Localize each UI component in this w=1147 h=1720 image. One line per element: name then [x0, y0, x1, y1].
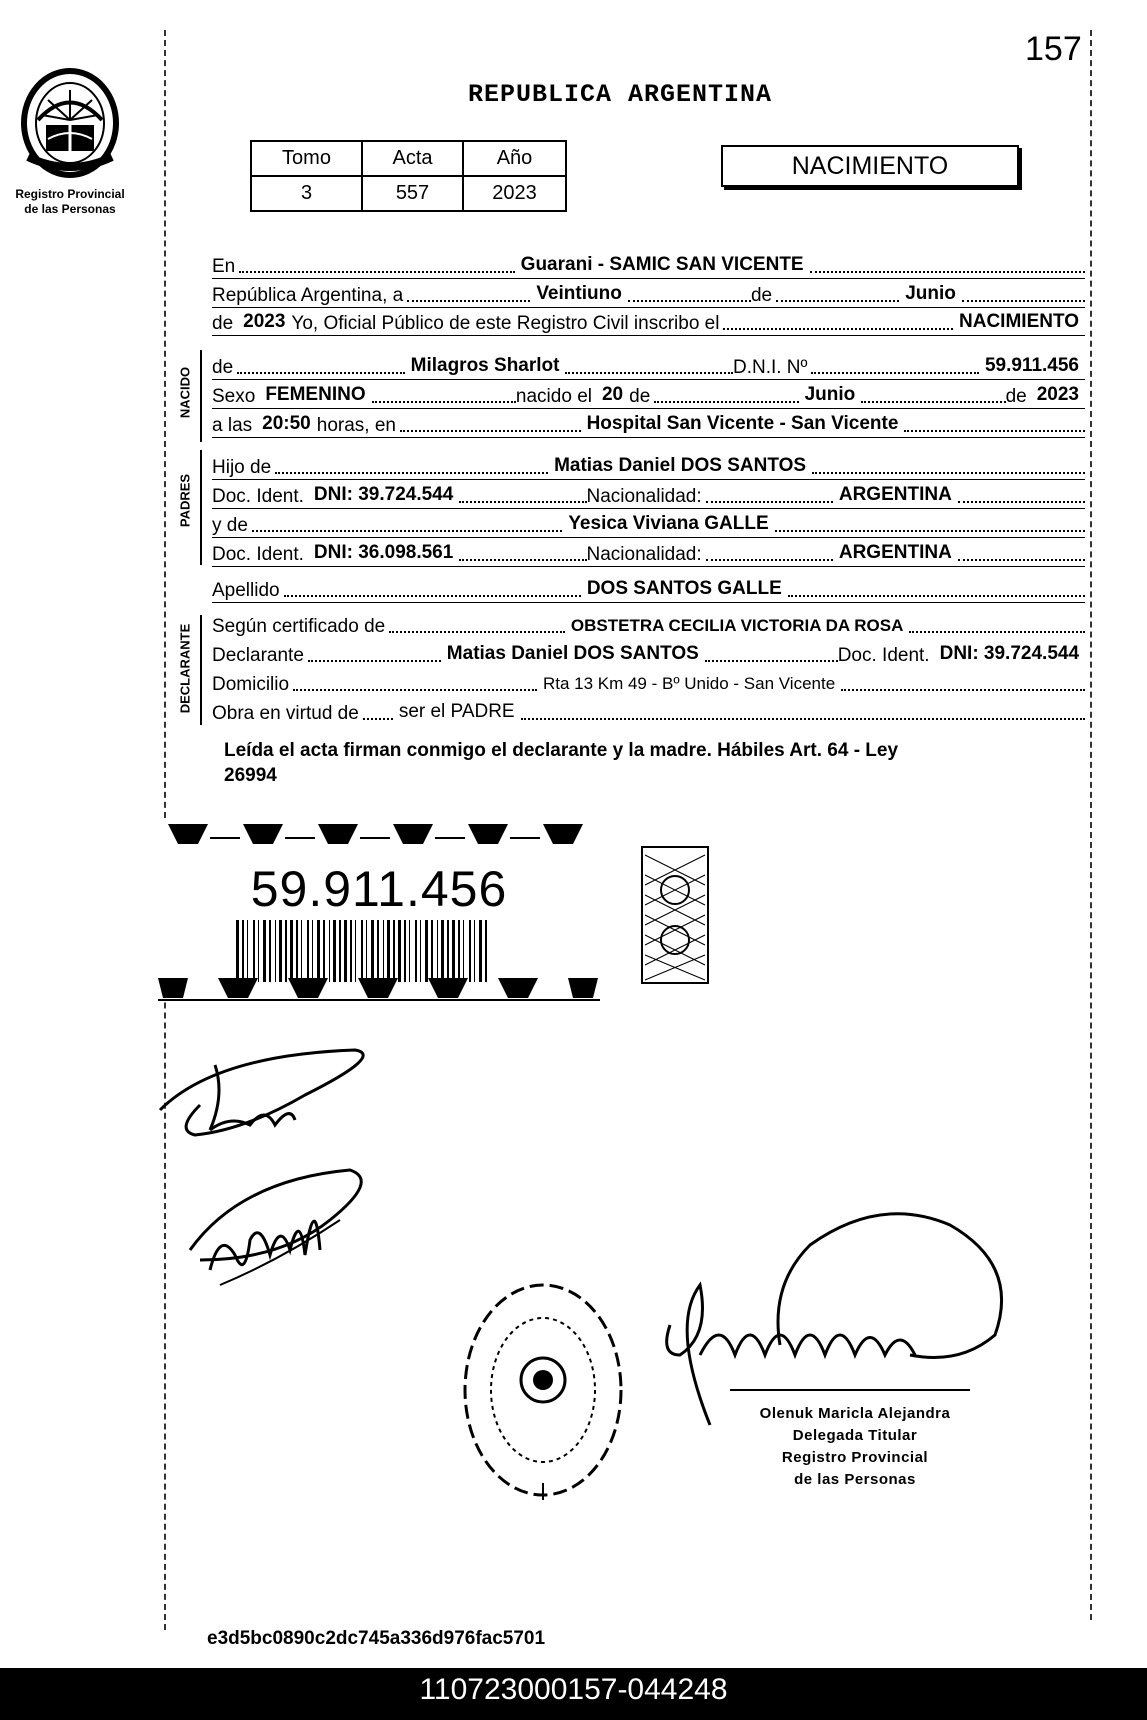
- official-text: Yo, Oficial Público de este Registro Civil inscribo el: [291, 313, 720, 334]
- meta-header-row: [251, 141, 566, 176]
- barcode-bar: [355, 920, 356, 982]
- registry-name-line1: Registro Provincial: [15, 187, 125, 201]
- domicilio-value: Rta 13 Km 49 - Bº Unido - San Vicente: [542, 674, 836, 693]
- birth-time: 20:50: [262, 413, 311, 434]
- barcode-bar: [463, 920, 464, 982]
- row-y-de: [212, 513, 1085, 538]
- hijo-label: Hijo de: [212, 457, 272, 478]
- sexo-value: FEMENINO: [265, 384, 366, 405]
- mother-doc: DNI: 36.098.561: [313, 542, 454, 563]
- barcode-bar: [366, 920, 367, 982]
- apellido-value: DOS SANTOS GALLE: [586, 578, 782, 599]
- apellido-label: Apellido: [212, 580, 280, 601]
- barcode-bar: [339, 920, 341, 982]
- barcode-bar: [393, 920, 395, 982]
- barcode-bar: [469, 920, 471, 982]
- barcode-bar: [333, 920, 336, 982]
- row-nacido-name: [212, 355, 1085, 380]
- republica-label: República Argentina, a: [212, 285, 404, 306]
- registry-name: [0, 187, 140, 217]
- meta-value-tomo: 3: [251, 176, 362, 211]
- barcode-bar: [301, 920, 302, 982]
- official-stamp-icon: [458, 1275, 628, 1505]
- barcode-bar: [404, 920, 406, 982]
- barcode-bar: [285, 920, 287, 982]
- barcode-bar: [387, 920, 390, 982]
- certificado-value: OBSTETRA CECILIA VICTORIA DA ROSA: [570, 616, 904, 635]
- closing-line-1: Leída el acta firman conmigo el declarante y la madre. Hábiles Art. 64 - Ley: [224, 740, 899, 761]
- certificado-label: Según certificado de: [212, 616, 386, 637]
- de-label-year: de: [212, 313, 234, 334]
- child-dni: 59.911.456: [984, 355, 1079, 376]
- barcode-bar: [383, 920, 384, 982]
- barcode-bar: [236, 920, 239, 982]
- row-en: [212, 254, 1085, 279]
- hologram-seal-icon: [640, 845, 710, 985]
- birth-year: 2023: [1036, 384, 1080, 405]
- barcode-bar: [479, 920, 482, 982]
- mother-signature-icon: [180, 1160, 380, 1310]
- barcode-bar: [253, 920, 255, 982]
- barcode-bar: [317, 920, 320, 982]
- barcode-bar: [485, 920, 487, 982]
- father-name: Matias Daniel DOS SANTOS: [554, 455, 807, 476]
- row-domicilio: [212, 672, 1085, 696]
- declarante-label: Declarante: [212, 645, 304, 666]
- barcode-bar: [279, 920, 282, 982]
- father-nationality: ARGENTINA: [838, 484, 952, 505]
- dni-label: D.N.I. Nº: [732, 357, 808, 378]
- row-hijo: [212, 455, 1085, 480]
- barcode-bar: [441, 920, 444, 982]
- barcode-bar: [275, 920, 276, 982]
- barcode-bar: [307, 920, 309, 982]
- y-de-label: y de: [212, 515, 248, 536]
- mother-doc-label: Doc. Ident.: [212, 544, 304, 565]
- misiones-emblem-icon: [18, 65, 123, 180]
- barcode-bar: [269, 920, 271, 982]
- father-nacionalidad-label: Nacionalidad:: [586, 486, 702, 507]
- official-role: Delegada Titular: [792, 1427, 918, 1444]
- a-las-label: a las: [212, 415, 253, 436]
- act-value: NACIMIENTO: [959, 311, 1079, 332]
- meta-value-acta: 557: [362, 176, 463, 211]
- barcode-bar: [350, 920, 352, 982]
- barcode-bar: [371, 920, 374, 982]
- domicilio-label: Domicilio: [212, 674, 290, 695]
- meta-value-ano: 2023: [463, 176, 566, 211]
- sticker-top-pattern: [158, 820, 600, 848]
- child-name: Milagros Sharlot: [410, 355, 560, 376]
- row-republica: [212, 283, 1085, 308]
- row-obra: [212, 701, 1085, 725]
- closing-statement: [224, 738, 1044, 788]
- sticker-dni-number: 59.911.456: [250, 861, 508, 917]
- document-hash: e3d5bc0890c2dc745a336d976fac5701: [207, 1628, 546, 1649]
- birth-month: Junio: [804, 384, 856, 405]
- declarante-doc: DNI: 39.724.544: [939, 643, 1080, 664]
- year-value: 2023: [243, 311, 286, 332]
- horas-label: horas, en: [316, 415, 396, 436]
- barcode-bar: [296, 920, 298, 982]
- barcode-bar: [247, 920, 248, 982]
- barcode-bar: [263, 920, 266, 982]
- barcode-bar: [323, 920, 325, 982]
- sticker-bottom-pattern: [158, 974, 600, 1002]
- barcode-bar: [431, 920, 433, 982]
- meta-header-acta: Acta: [362, 141, 463, 176]
- barcode-bar: [437, 920, 438, 982]
- official-office-line2: de las Personas: [794, 1471, 916, 1488]
- row-apellido: [212, 578, 1085, 603]
- en-label: En: [212, 256, 236, 277]
- row-hora: [212, 413, 1085, 438]
- de-label: de: [750, 285, 773, 306]
- birth-place: Hospital San Vicente - San Vicente: [586, 413, 899, 434]
- record-meta-table: [250, 140, 567, 212]
- official-name: Olenuk Maricla Alejandra: [759, 1405, 951, 1422]
- barcode-bar: [425, 920, 428, 982]
- father-doc-label: Doc. Ident.: [212, 486, 304, 507]
- footer-code: 110723000157-044248: [419, 1673, 728, 1706]
- barcode-icon: [236, 920, 490, 982]
- barcode-bar: [377, 920, 379, 982]
- barcode-bar: [329, 920, 330, 982]
- meta-value-row: [251, 176, 566, 211]
- barcode-bar: [452, 920, 455, 982]
- obra-label: Obra en virtud de: [212, 703, 359, 724]
- row-declarante: [212, 643, 1085, 667]
- nacido-de-label: de: [212, 357, 234, 378]
- row-year: [212, 311, 1085, 336]
- declarante-value: Matias Daniel DOS SANTOS: [446, 643, 699, 664]
- birth-de-label-2: de: [1005, 386, 1027, 407]
- obra-value: ser el PADRE: [398, 701, 515, 722]
- barcode-bar: [361, 920, 363, 982]
- mother-nacionalidad-label: Nacionalidad:: [586, 544, 702, 565]
- barcode-bar: [409, 920, 410, 982]
- official-signature-block: [725, 1403, 985, 1491]
- day-value: Veintiuno: [536, 283, 622, 304]
- closing-line-2: 26994: [224, 765, 277, 786]
- father-doc: DNI: 39.724.544: [313, 484, 454, 505]
- meta-header-tomo: Tomo: [251, 141, 362, 176]
- barcode-bar: [242, 920, 244, 982]
- dni-barcode-sticker: [158, 820, 600, 1002]
- barcode-bar: [290, 920, 293, 982]
- birth-de-label: de: [629, 386, 651, 407]
- barcode-bar: [458, 920, 460, 982]
- barcode-bar: [258, 920, 259, 982]
- row-mother-doc: [212, 542, 1085, 567]
- country-title: REPUBLICA ARGENTINA: [467, 80, 773, 109]
- row-certificado: [212, 614, 1085, 638]
- en-value: Guarani - SAMIC SAN VICENTE: [520, 254, 804, 275]
- barcode-bar: [447, 920, 449, 982]
- meta-header-ano: Año: [463, 141, 566, 176]
- month-value: Junio: [905, 283, 956, 304]
- birth-day: 20: [601, 384, 624, 405]
- barcode-bar: [474, 920, 475, 982]
- row-father-doc: [212, 484, 1085, 509]
- record-type-box: NACIMIENTO: [721, 145, 1019, 187]
- barcode-bar: [415, 920, 417, 982]
- barcode-bar: [398, 920, 401, 982]
- registry-name-line2: de las Personas: [24, 202, 116, 216]
- mother-nationality: ARGENTINA: [838, 542, 952, 563]
- nacido-el-label: nacido el: [515, 386, 592, 407]
- barcode-bar: [420, 920, 421, 982]
- right-margin-line: [1090, 30, 1092, 1620]
- barcode-bar: [344, 920, 347, 982]
- nacido-side-label: NACIDO: [177, 366, 193, 419]
- mother-name: Yesica Viviana GALLE: [568, 513, 769, 534]
- declarante-side-label: DECLARANTE: [177, 623, 193, 714]
- barcode-bar: [312, 920, 313, 982]
- sexo-label: Sexo: [212, 386, 256, 407]
- padres-side-label: PADRES: [177, 473, 193, 528]
- declarant-signature-icon: [155, 1035, 370, 1145]
- row-sexo: [212, 384, 1085, 409]
- page-number: 157: [1025, 30, 1082, 68]
- declarante-doc-label: Doc. Ident.: [837, 645, 930, 666]
- official-office-line1: Registro Provincial: [781, 1449, 929, 1466]
